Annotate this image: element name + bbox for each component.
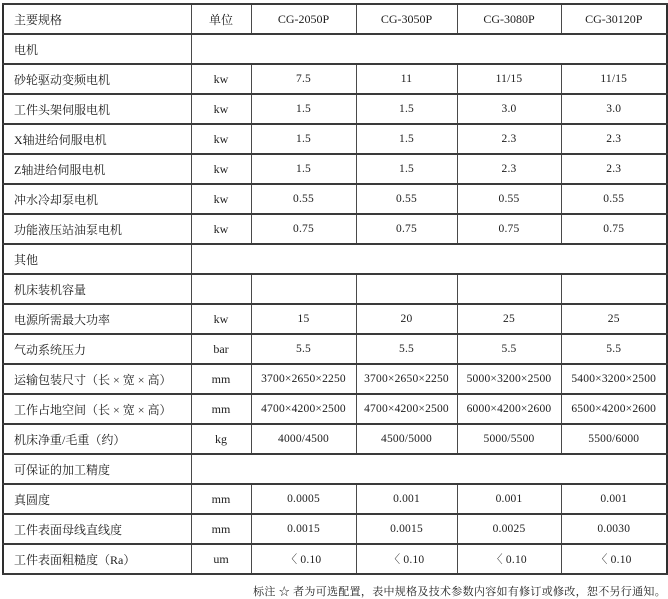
table-row [3,64,667,94]
footnote: 标注 ☆ 者为可选配置，表中规格及技术参数内容如有修订或修改，恕不另行通知。 [253,586,666,598]
table-header-row [3,4,667,34]
value-cell: 11 [356,64,457,94]
value-cell: 4500/5000 [356,424,457,454]
value-cell: 5500/6000 [561,424,667,454]
table-row [3,514,667,544]
value-cell: 5400×3200×2500 [561,364,667,394]
value-cell: 5.5 [457,334,561,364]
row-label-cell: 砂轮驱动变频电机 [3,64,191,94]
value-cell: 11/15 [457,64,561,94]
value-cell: 25 [561,304,667,334]
table-row [3,94,667,124]
row-label-cell: 冲水冷却泵电机 [3,184,191,214]
row-label-cell: 可保证的加工精度 [3,454,191,484]
value-cell: 〈 0.10 [251,544,356,574]
table-row [3,304,667,334]
value-cell: 1.5 [356,124,457,154]
value-cell: 11/15 [561,64,667,94]
row-label-cell: X轴进给伺服电机 [3,124,191,154]
value-cell: 〈 0.10 [356,544,457,574]
value-cell: 0.001 [457,484,561,514]
unit-cell: kw [191,64,251,94]
value-cell: 0.0030 [561,514,667,544]
table-row [3,484,667,514]
value-cell: 0.0005 [251,484,356,514]
unit-cell [191,274,251,304]
row-label-cell: 真圆度 [3,484,191,514]
section-row [3,454,667,484]
row-label-cell: Z轴进给伺服电机 [3,154,191,184]
value-cell: 1.5 [356,94,457,124]
row-label-cell: 电源所需最大功率 [3,304,191,334]
column-header-model-cg30120p: CG-30120P [561,4,667,34]
table-row [3,154,667,184]
table-row [3,364,667,394]
value-cell: 0.001 [356,484,457,514]
value-cell: 1.5 [251,154,356,184]
row-label-cell: 电机 [3,34,191,64]
row-label-cell: 工件表面母线直线度 [3,514,191,544]
value-cell: 6500×4200×2600 [561,394,667,424]
value-cell: 5.5 [561,334,667,364]
value-cell: 20 [356,304,457,334]
value-cell: 1.5 [356,154,457,184]
value-cell: 4700×4200×2500 [251,394,356,424]
row-label-cell: 机床净重/毛重（约） [3,424,191,454]
value-cell: 3.0 [561,94,667,124]
unit-cell: mm [191,514,251,544]
value-cell: 0.0015 [356,514,457,544]
value-cell [561,274,667,304]
spec-table [2,3,668,575]
column-header-model-cg2050p: CG-2050P [251,4,356,34]
value-cell: 6000×4200×2600 [457,394,561,424]
row-label-cell: 气动系统压力 [3,334,191,364]
value-cell: 25 [457,304,561,334]
table-row [3,394,667,424]
value-cell: 4000/4500 [251,424,356,454]
value-cell: 2.3 [561,154,667,184]
value-cell: 3700×2650×2250 [251,364,356,394]
value-cell: 0.55 [561,184,667,214]
unit-cell: kw [191,304,251,334]
value-cell: 5000×3200×2500 [457,364,561,394]
section-merged-cell [191,454,667,484]
value-cell: 0.75 [561,214,667,244]
value-cell: 0.0025 [457,514,561,544]
table-row [3,184,667,214]
table-row [3,424,667,454]
value-cell: 0.75 [251,214,356,244]
value-cell: 5.5 [251,334,356,364]
value-cell: 15 [251,304,356,334]
value-cell: 3.0 [457,94,561,124]
row-label-cell: 工件表面粗糙度（Ra） [3,544,191,574]
row-label-cell: 其他 [3,244,191,274]
row-label-cell: 功能液压站油泵电机 [3,214,191,244]
column-header-main-spec: 主要规格 [3,4,191,34]
value-cell: 3700×2650×2250 [356,364,457,394]
unit-cell: kg [191,424,251,454]
table-row [3,544,667,574]
value-cell: 2.3 [457,154,561,184]
value-cell: 2.3 [561,124,667,154]
value-cell [457,274,561,304]
value-cell: 7.5 [251,64,356,94]
section-row [3,244,667,274]
table-row [3,274,667,304]
column-header-model-cg3050p: CG-3050P [356,4,457,34]
unit-cell: mm [191,364,251,394]
table-row [3,334,667,364]
unit-cell: kw [191,94,251,124]
value-cell: 1.5 [251,124,356,154]
value-cell: 0.75 [356,214,457,244]
value-cell: 0.55 [457,184,561,214]
row-label-cell: 工件头架伺服电机 [3,94,191,124]
row-label-cell: 工作占地空间（长 × 宽 × 高） [3,394,191,424]
value-cell: 0.55 [356,184,457,214]
value-cell: 〈 0.10 [561,544,667,574]
value-cell: 〈 0.10 [457,544,561,574]
value-cell [251,274,356,304]
value-cell: 4700×4200×2500 [356,394,457,424]
unit-cell: mm [191,484,251,514]
unit-cell: kw [191,184,251,214]
unit-cell: kw [191,214,251,244]
row-label-cell: 机床装机容量 [3,274,191,304]
table-row [3,214,667,244]
table-row [3,124,667,154]
unit-cell: kw [191,154,251,184]
value-cell: 5000/5500 [457,424,561,454]
unit-cell: bar [191,334,251,364]
row-label-cell: 运输包装尺寸（长 × 宽 × 高） [3,364,191,394]
unit-cell: kw [191,124,251,154]
column-header-model-cg3080p: CG-3080P [457,4,561,34]
section-row [3,34,667,64]
value-cell: 2.3 [457,124,561,154]
value-cell: 5.5 [356,334,457,364]
value-cell: 1.5 [251,94,356,124]
unit-cell: mm [191,394,251,424]
value-cell: 0.001 [561,484,667,514]
section-merged-cell [191,244,667,274]
value-cell: 0.75 [457,214,561,244]
section-merged-cell [191,34,667,64]
value-cell [356,274,457,304]
column-header-unit: 单位 [191,4,251,34]
value-cell: 0.0015 [251,514,356,544]
unit-cell: um [191,544,251,574]
value-cell: 0.55 [251,184,356,214]
